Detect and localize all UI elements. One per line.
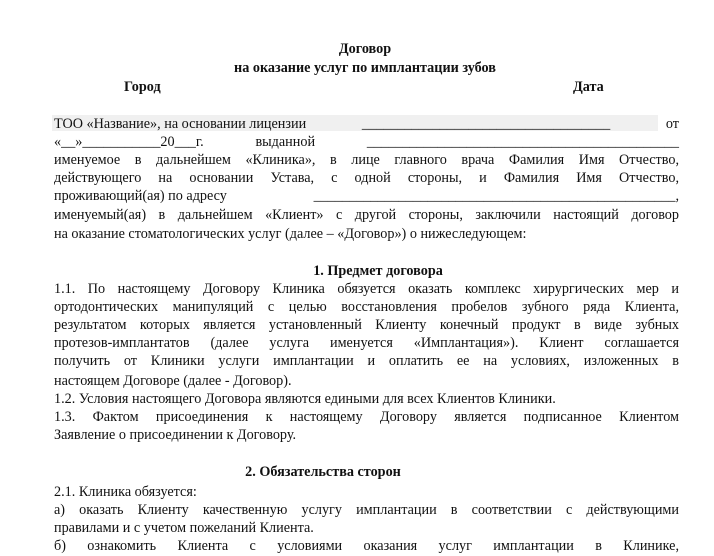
preamble-line: действующего на основании Устава, с одной стороны, и Фамилия Имя Отчество, [54,170,679,186]
preamble-text: от [665,116,679,132]
preamble-text: проживающий(ая) по адресу [54,188,227,204]
clause-1-1: протезов-имплантатов (далее услуга именуется «Имплантация»). Клиент соглашается [54,335,679,351]
preamble-line: на оказание стоматологических услуг (далее – «Договор») о нижеследующем: [54,226,527,242]
preamble-line: именуемый(ая) в дальнейшем «Клиент» с другой стороны, заключили настоящий договор [54,207,679,223]
clause-1-3: 1.3. Фактом присоединения к настоящему Договору является подписанное Клиентом [54,409,679,425]
preamble-line: именуемое в дальнейшем «Клиника», в лице главного врача Фамилия Имя Отчество, [54,152,679,168]
preamble-line-license [54,115,679,133]
clause-1-1: 1.1. По настоящему Договору Клиника обязуется оказать комплекс хирургических мер и [54,281,679,297]
clause-2-1-a: правилами и с учетом пожеланий Клиента. [54,520,314,536]
preamble-text: , [675,188,679,204]
section-1-heading: 1. Предмет договора [313,263,443,279]
preamble-text: выданной [255,134,316,150]
clause-1-1: результатом которых является установленный Клиенту конечный продукт в виде зубных [54,317,679,333]
clause-1-2: 1.2. Условия настоящего Договора являются едиными для всех Клиентов Клиники. [54,391,556,407]
clause-2-1-b: б) ознакомить Клиента с условиями оказания услуг имплантации в Клинике, [54,538,679,554]
section-2-heading: 2. Обязательства сторон [245,464,401,480]
clause-1-1: получить от Клиники услуги имплантации и оплатить ее на условиях, изложенных в [54,353,679,369]
clause-1-1: ортодонтических манипуляций с целью восстановления пробелов зубного ряда Клиента, [54,299,679,315]
date-label: Дата [573,79,604,95]
issuer-field: ____________________________________________ [366,134,679,150]
clause-1-1: настоящем Договоре (далее - Договор). [54,373,292,389]
document-title: Договор [338,41,392,57]
preamble-text: ТОО «Название», на основании лицензии [54,116,307,132]
address-field: ___________________________________________________ [313,188,676,204]
issue-date-field: «__»___________20___г. [54,134,204,150]
document-subtitle: на оказание услуг по имплантации зубов [234,60,496,76]
preamble-line-address [54,187,679,205]
city-label: Город [124,79,161,95]
clause-2-1: 2.1. Клиника обязуется: [54,484,197,500]
license-number-field: ___________________________________ [361,116,611,132]
clause-1-3: Заявление о присоединении к Договору. [54,427,297,443]
preamble-line-issue-date [54,133,679,151]
clause-2-1-a: а) оказать Клиенту качественную услугу имплантации в соответствии с действующими [54,502,679,518]
